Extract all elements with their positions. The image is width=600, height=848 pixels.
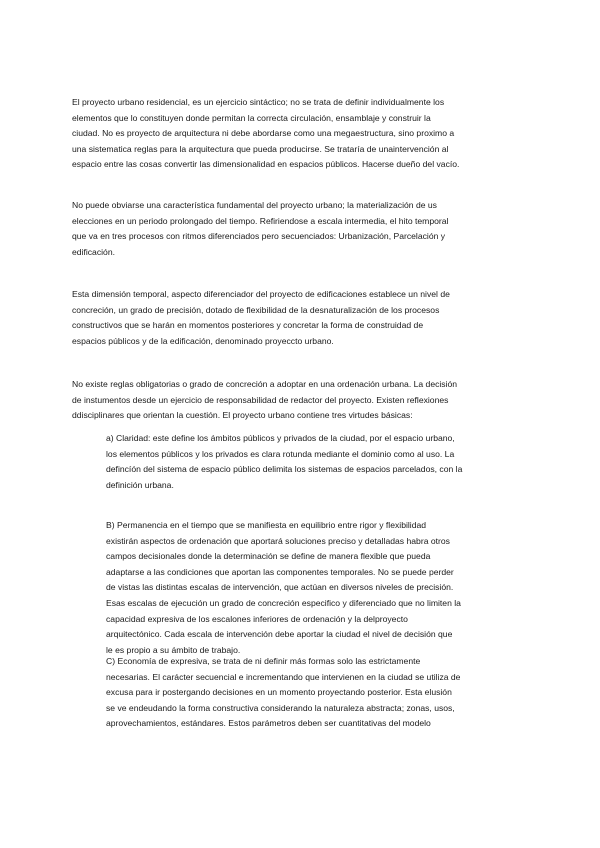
text-line: constructivos que se harán en momentos posteriores y concretar la forma de construidad de (72, 320, 424, 331)
text-line: le es propio a su ámbito de trabajo. (106, 644, 241, 655)
text-line: No puede obviarse una característica fundamental del proyecto urbano; la materialización de us (72, 200, 437, 210)
text-line: se ve endeudando la forma constructiva considerando la naturaleza abstracta; zonas, usos, (106, 702, 455, 713)
text-line: Esta dimensión temporal, aspecto diferenciador del proyecto de edificaciones establece un nivel de (72, 289, 450, 299)
text-line: definición urbana. (106, 479, 174, 490)
text-line: aprovechamientos, estándares. Estos parámetros deben ser cuantitativas del modelo (106, 718, 431, 729)
text-line: de instumentos desde un ejercicio de responsabilidad de redactor del proyecto. Existen reflexiones (72, 394, 449, 405)
paragraph-permanencia (106, 518, 461, 658)
text-line: elecciones en un periodo prolongado del tiempo. Refiriendose a escala intermedia, el hito temporal (72, 215, 449, 226)
text-line: Esas escalas de ejecución un grado de concreción especifico y diferenciado que no limiten la (106, 597, 461, 608)
text-line: ciudad. No es proyecto de arquitectura ni debe abordarse como una megaestructura, sino proximo a (72, 128, 455, 139)
paragraph-caracteristica-fundamental (72, 198, 448, 260)
text-line: excusa para ir postergando decisiones en un momento proyectando posterior. Esta elusión (106, 687, 452, 698)
text-line: edificación. (72, 246, 115, 257)
text-line: defincíón del sistema de espacio público delimita los sistemas de espacios parcelados, con la (106, 464, 463, 475)
paragraph-dimension-temporal (72, 287, 450, 349)
text-line: concreción, un grado de precisión, dotado de flexibilidad de la desnaturalización de los procesos (72, 304, 440, 315)
text-line: a) Claridad: este define los ámbitos públicos y privados de la ciudad, por el espacio urbano, (106, 433, 455, 443)
text-line: capacidad expresiva de los escalones inferiores de ordenación y la delproyecto (106, 613, 408, 624)
text-line: espacio entre las cosas convertir las dimensionalidad en espacios públicos. Hacerse dueño del vacío. (72, 159, 460, 170)
paragraph-claridad (106, 431, 462, 493)
text-line: C) Economía de expresiva, se trata de ni definir más formas solo las estrictamente (106, 656, 421, 666)
paragraph-reglas-obligatorias (72, 377, 457, 424)
text-line: de vistas las distintas escalas de intervención, que actúan en diversos niveles de precisión. (106, 582, 454, 593)
paragraph-proyecto-urbano (72, 95, 459, 173)
text-line: elementos que lo constituyen donde permitan la correcta circulación, ensamblaje y construir la (72, 112, 431, 123)
text-line: necesarias. El carácter secuencial e incrementando que intervienen en la ciudad se utiliza de (106, 671, 461, 682)
text-line: adaptarse a las condiciones que aportan las componentes temporales. No se puede perder (106, 566, 454, 577)
paragraph-economia (106, 654, 460, 732)
text-line: una sistematica reglas para la arquitectura que pueda producirse. Se trataría de unaintervención al (72, 143, 449, 154)
text-line: existirán aspectos de ordenación que aportará soluciones preciso y detalladas habra otros (106, 535, 450, 546)
text-line: campos decisionales donde la determinación se define de manera flexible que pueda (106, 551, 431, 562)
text-line: El proyecto urbano residencial, es un ejercicio sintáctico; no se trata de definir individualmente los (72, 97, 445, 107)
text-line: B) Permanencia en el tiempo que se manifiesta en equilibrio entre rigor y flexibilidad (106, 520, 427, 530)
text-line: que va en tres procesos con ritmos diferenciados pero secuenciados: Urbanización, Parcelación y (72, 231, 446, 242)
text-line: los elementos públicos y los privados es clara rotunda mediante el dominio como al uso. La (106, 448, 455, 459)
text-line: No existe reglas obligatorias o grado de concreción a adoptar en una ordenación urbana. La decisión (72, 379, 458, 389)
text-line: arquitectónico. Cada escala de intervención debe aportar la ciudad el nivel de decisión que (106, 629, 453, 640)
text-line: espacios públicos y de la edificación, denominado proyeccto urbano. (72, 335, 334, 346)
text-line: ddisciplinares que orientan la cuestión. El proyecto urbano contiene tres virtudes básicas: (72, 410, 413, 421)
